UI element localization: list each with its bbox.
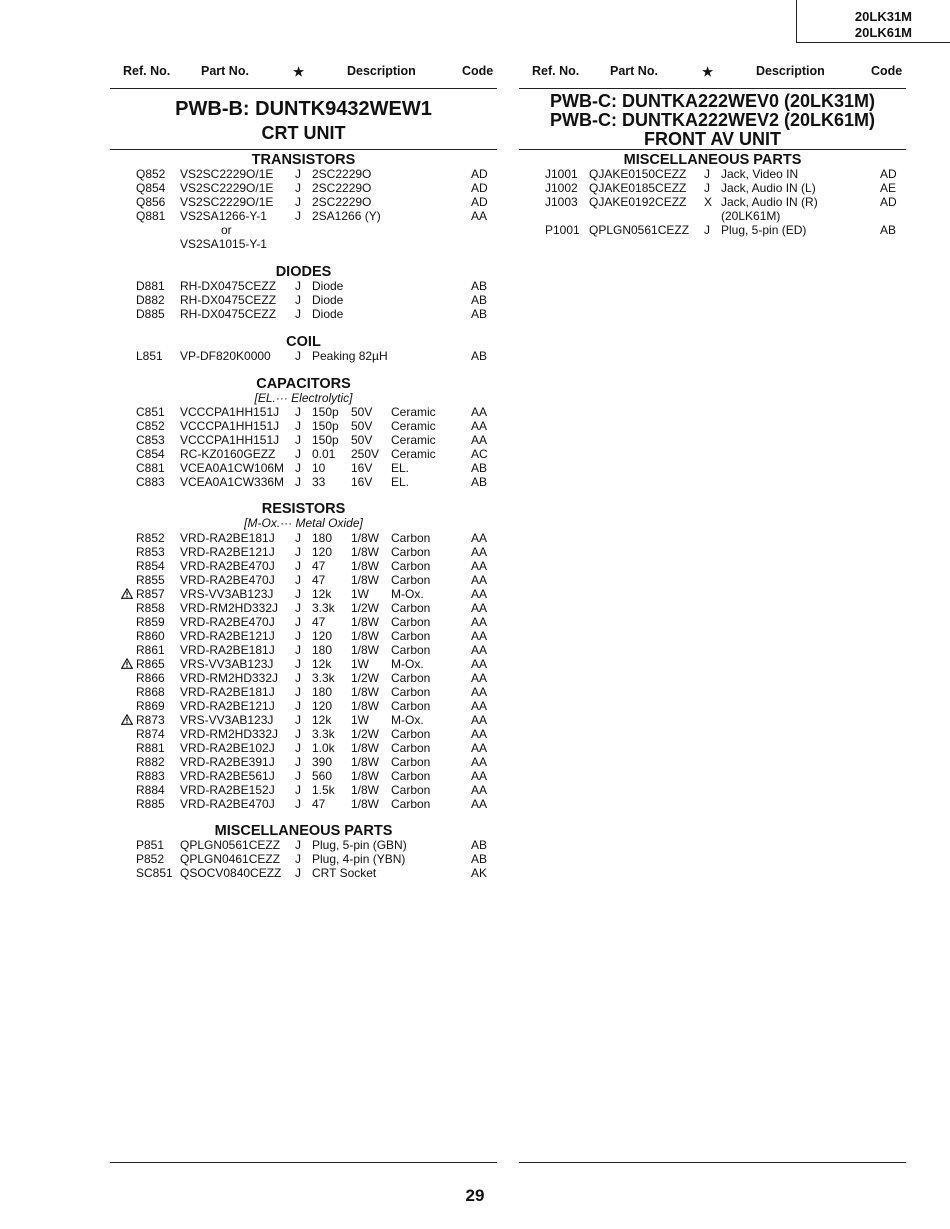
ref-no: J1001	[545, 167, 578, 181]
divider	[110, 149, 497, 150]
value: 390	[312, 755, 333, 769]
ref-no: C853	[136, 433, 165, 447]
col-code: Code	[462, 64, 494, 78]
type: Carbon	[391, 643, 431, 657]
type: Carbon	[391, 797, 431, 811]
description: CRT Socket	[312, 866, 377, 880]
part-no: VCCCPA1HH151J	[180, 405, 280, 419]
code: AB	[471, 307, 488, 321]
value: 560	[312, 769, 333, 783]
value: 0.01	[312, 447, 336, 461]
model-label: 20LK61M	[854, 25, 912, 40]
mark: J	[295, 307, 301, 321]
ref-no: R855	[136, 573, 165, 587]
mark: J	[295, 671, 301, 685]
ref-no: P1001	[545, 223, 580, 237]
value: 120	[312, 629, 333, 643]
type: M-Ox.	[391, 713, 424, 727]
rating: 16V	[351, 475, 373, 489]
code: AA	[471, 643, 488, 657]
mark: J	[295, 195, 301, 209]
description: Diode	[312, 307, 344, 321]
code: AB	[471, 852, 488, 866]
mark: J	[295, 573, 301, 587]
ref-no: R873	[136, 713, 165, 727]
mark: J	[295, 559, 301, 573]
abbreviation-note: [M-Ox.··· Metal Oxide]	[244, 516, 363, 530]
code: AA	[471, 601, 488, 615]
mark: J	[295, 629, 301, 643]
col-star: ★	[702, 65, 714, 79]
code: AA	[471, 405, 488, 419]
ref-no: R874	[136, 727, 165, 741]
value: 150p	[312, 405, 339, 419]
part-no: VS2SA1015-Y-1	[180, 237, 267, 251]
code: AA	[471, 615, 488, 629]
mark: J	[295, 685, 301, 699]
description: Jack, Video IN	[721, 167, 799, 181]
or-text: or	[221, 223, 232, 237]
type: Ceramic	[391, 419, 436, 433]
part-no: RH-DX0475CEZZ	[180, 279, 277, 293]
type: Carbon	[391, 741, 431, 755]
rating: 1/8W	[351, 643, 380, 657]
mark: J	[295, 349, 301, 363]
type: EL.	[391, 475, 410, 489]
type: Ceramic	[391, 433, 436, 447]
rating: 1/8W	[351, 615, 380, 629]
value: 3.3k	[312, 601, 335, 615]
rating: 250V	[351, 447, 380, 461]
value: 180	[312, 531, 333, 545]
description: Plug, 5-pin (ED)	[721, 223, 807, 237]
section-heading-resistors: RESISTORS	[261, 501, 346, 517]
safety-warning-icon	[121, 588, 133, 599]
code: AA	[471, 545, 488, 559]
part-no: QPLGN0461CEZZ	[180, 852, 281, 866]
type: Carbon	[391, 573, 431, 587]
code: AD	[880, 167, 897, 181]
part-no: VRD-RA2BE121J	[180, 699, 275, 713]
code: AB	[880, 223, 897, 237]
mark: J	[295, 713, 301, 727]
ref-no: D885	[136, 307, 165, 321]
description: Peaking 82µH	[312, 349, 388, 363]
description: (20LK61M)	[721, 209, 781, 223]
part-no: VRD-RA2BE152J	[180, 783, 275, 797]
part-no: VRD-RA2BE181J	[180, 685, 275, 699]
ref-no: P851	[136, 838, 165, 852]
part-no: VRD-RA2BE470J	[180, 559, 275, 573]
code: AB	[471, 838, 488, 852]
mark: J	[295, 797, 301, 811]
mark: J	[295, 419, 301, 433]
part-no: VRD-RA2BE181J	[180, 643, 275, 657]
mark: J	[295, 755, 301, 769]
rating: 1/2W	[351, 601, 380, 615]
code: AA	[471, 433, 488, 447]
part-no: VRD-RA2BE121J	[180, 629, 275, 643]
code: AA	[471, 699, 488, 713]
ref-no: R853	[136, 545, 165, 559]
type: Carbon	[391, 545, 431, 559]
value: 1.0k	[312, 741, 335, 755]
code: AA	[471, 783, 488, 797]
rating: 1/8W	[351, 755, 380, 769]
mark: J	[295, 279, 301, 293]
value: 150p	[312, 419, 339, 433]
code: AA	[471, 713, 488, 727]
value: 1.5k	[312, 783, 335, 797]
ref-no: R866	[136, 671, 165, 685]
part-no: QJAKE0150CEZZ	[589, 167, 687, 181]
code: AA	[471, 573, 488, 587]
code: AK	[471, 866, 488, 880]
divider	[519, 1162, 906, 1163]
code: AA	[471, 727, 488, 741]
code: AA	[471, 797, 488, 811]
safety-warning-icon	[121, 658, 133, 669]
mark: X	[704, 195, 713, 209]
mark: J	[295, 699, 301, 713]
ref-no: Q881	[136, 209, 166, 223]
mark: J	[295, 447, 301, 461]
part-no: VS2SC2229O/1E	[180, 167, 274, 181]
part-no: VCCCPA1HH151J	[180, 433, 280, 447]
ref-no: C852	[136, 419, 165, 433]
part-no: VRD-RA2BE470J	[180, 797, 275, 811]
board-title: PWB-C: DUNTKA222WEV0 (20LK31M)	[549, 91, 876, 111]
ref-no: R868	[136, 685, 165, 699]
rating: 1W	[351, 587, 369, 601]
part-no: VRD-RA2BE121J	[180, 545, 275, 559]
rating: 1/8W	[351, 783, 380, 797]
ref-no: R854	[136, 559, 165, 573]
rating: 1/2W	[351, 727, 380, 741]
mark: J	[295, 601, 301, 615]
part-no: VRS-VV3AB123J	[180, 657, 274, 671]
mark: J	[704, 223, 710, 237]
description: 2SC2229O	[312, 181, 372, 195]
ref-no: D881	[136, 279, 165, 293]
rating: 1/8W	[351, 629, 380, 643]
section-heading-transistors: TRANSISTORS	[251, 152, 356, 168]
code: AB	[471, 475, 488, 489]
ref-no: J1003	[545, 195, 578, 209]
mark: J	[295, 167, 301, 181]
rating: 1W	[351, 657, 369, 671]
divider	[519, 88, 906, 89]
value: 3.3k	[312, 671, 335, 685]
ref-no: R857	[136, 587, 165, 601]
code: AA	[471, 755, 488, 769]
section-heading-diodes: DIODES	[275, 264, 332, 280]
value: 150p	[312, 433, 339, 447]
part-no: RH-DX0475CEZZ	[180, 293, 277, 307]
part-no: VRD-RA2BE102J	[180, 741, 275, 755]
board-subtitle: FRONT AV UNIT	[644, 129, 781, 149]
ref-no: Q852	[136, 167, 166, 181]
code: AA	[471, 419, 488, 433]
rating: 1/8W	[351, 685, 380, 699]
ref-no: C883	[136, 475, 165, 489]
divider	[110, 88, 497, 89]
type: Carbon	[391, 629, 431, 643]
mark: J	[295, 643, 301, 657]
ref-no: P852	[136, 852, 165, 866]
col-ref: Ref. No.	[123, 64, 171, 78]
type: M-Ox.	[391, 657, 424, 671]
code: AB	[471, 279, 488, 293]
type: Carbon	[391, 559, 431, 573]
type: M-Ox.	[391, 587, 424, 601]
mark: J	[295, 657, 301, 671]
mark: J	[295, 783, 301, 797]
part-no: VS2SA1266-Y-1	[180, 209, 267, 223]
ref-no: R865	[136, 657, 165, 671]
type: Ceramic	[391, 405, 436, 419]
mark: J	[295, 531, 301, 545]
part-no: VRD-RA2BE470J	[180, 573, 275, 587]
value: 120	[312, 545, 333, 559]
ref-no: R883	[136, 769, 165, 783]
code: AD	[471, 181, 488, 195]
mark: J	[295, 727, 301, 741]
part-no: QJAKE0192CEZZ	[589, 195, 687, 209]
ref-no: Q856	[136, 195, 166, 209]
ref-no: C881	[136, 461, 165, 475]
mark: J	[295, 838, 301, 852]
value: 10	[312, 461, 326, 475]
abbreviation-note: [EL.··· Electrolytic]	[254, 391, 353, 405]
ref-no: R884	[136, 783, 165, 797]
mark: J	[704, 181, 710, 195]
ref-no: D882	[136, 293, 165, 307]
mark: J	[295, 405, 301, 419]
rating: 1/8W	[351, 531, 380, 545]
code: AA	[471, 741, 488, 755]
code: AA	[471, 559, 488, 573]
value: 12k	[312, 657, 332, 671]
description: Jack, Audio IN (R)	[721, 195, 818, 209]
description: Diode	[312, 293, 344, 307]
model-box	[796, 0, 950, 43]
part-no: VS2SC2229O/1E	[180, 195, 274, 209]
value: 33	[312, 475, 326, 489]
part-no: VP-DF820K0000	[180, 349, 271, 363]
part-no: QPLGN0561CEZZ	[180, 838, 281, 852]
rating: 1/8W	[351, 797, 380, 811]
ref-no: R882	[136, 755, 165, 769]
value: 47	[312, 797, 326, 811]
code: AA	[471, 629, 488, 643]
ref-no: R859	[136, 615, 165, 629]
rating: 1/2W	[351, 671, 380, 685]
ref-no: R881	[136, 741, 165, 755]
ref-no: R885	[136, 797, 165, 811]
model-label: 20LK31M	[854, 9, 912, 24]
mark: J	[295, 587, 301, 601]
mark: J	[295, 545, 301, 559]
rating: 1/8W	[351, 545, 380, 559]
page-number: 29	[465, 1186, 485, 1205]
part-no: VRD-RA2BE391J	[180, 755, 275, 769]
ref-no: SC851	[136, 866, 173, 880]
part-no: VRD-RA2BE181J	[180, 531, 275, 545]
code: AE	[880, 181, 897, 195]
value: 180	[312, 685, 333, 699]
mark: J	[295, 461, 301, 475]
section-heading-misc: MISCELLANEOUS PARTS	[623, 152, 802, 168]
type: Ceramic	[391, 447, 436, 461]
rating: 50V	[351, 433, 373, 447]
col-star: ★	[293, 65, 305, 79]
part-no: VCEA0A1CW336M	[180, 475, 285, 489]
col-part: Part No.	[201, 64, 249, 78]
ref-no: R858	[136, 601, 165, 615]
part-no: VRD-RA2BE561J	[180, 769, 275, 783]
board-title: PWB-C: DUNTKA222WEV2 (20LK61M)	[549, 110, 876, 130]
section-heading-coil: COIL	[286, 334, 321, 350]
value: 3.3k	[312, 727, 335, 741]
mark: J	[295, 866, 301, 880]
description: 2SA1266 (Y)	[312, 209, 381, 223]
col-ref: Ref. No.	[532, 64, 580, 78]
mark: J	[704, 167, 710, 181]
code: AA	[471, 657, 488, 671]
type: Carbon	[391, 615, 431, 629]
rating: 1/8W	[351, 573, 380, 587]
code: AA	[471, 531, 488, 545]
ref-no: L851	[136, 349, 163, 363]
type: Carbon	[391, 699, 431, 713]
code: AD	[471, 195, 488, 209]
part-no: QSOCV0840CEZZ	[180, 866, 282, 880]
value: 12k	[312, 587, 332, 601]
part-no: RC-KZ0160GEZZ	[180, 447, 276, 461]
mark: J	[295, 181, 301, 195]
section-heading-capacitors: CAPACITORS	[256, 376, 351, 392]
type: Carbon	[391, 769, 431, 783]
mark: J	[295, 433, 301, 447]
mark: J	[295, 741, 301, 755]
ref-no: Q854	[136, 181, 166, 195]
value: 180	[312, 643, 333, 657]
rating: 1/8W	[351, 769, 380, 783]
ref-no: R861	[136, 643, 165, 657]
rating: 50V	[351, 405, 373, 419]
col-part: Part No.	[610, 64, 658, 78]
part-no: VRD-RM2HD332J	[180, 601, 279, 615]
board-title: PWB-B: DUNTK9432WEW1	[175, 98, 432, 120]
mark: J	[295, 293, 301, 307]
mark: J	[295, 615, 301, 629]
description: 2SC2229O	[312, 167, 372, 181]
code: AB	[471, 293, 488, 307]
part-no: VRS-VV3AB123J	[180, 713, 274, 727]
rating: 1/8W	[351, 699, 380, 713]
type: Carbon	[391, 531, 431, 545]
rating: 16V	[351, 461, 373, 475]
type: Carbon	[391, 727, 431, 741]
part-no: VRD-RA2BE470J	[180, 615, 275, 629]
code: AA	[471, 587, 488, 601]
safety-warning-icon	[121, 714, 133, 725]
section-heading-misc: MISCELLANEOUS PARTS	[214, 823, 393, 839]
rating: 1W	[351, 713, 369, 727]
mark: J	[295, 209, 301, 223]
ref-no: J1002	[545, 181, 578, 195]
mark: J	[295, 852, 301, 866]
value: 12k	[312, 713, 332, 727]
mark: J	[295, 769, 301, 783]
description: Plug, 5-pin (GBN)	[312, 838, 407, 852]
ref-no: R869	[136, 699, 165, 713]
code: AB	[471, 349, 488, 363]
mark: J	[295, 475, 301, 489]
part-no: RH-DX0475CEZZ	[180, 307, 277, 321]
description: Jack, Audio IN (L)	[721, 181, 816, 195]
description: Diode	[312, 279, 344, 293]
value: 120	[312, 699, 333, 713]
type: Carbon	[391, 685, 431, 699]
part-no: VRD-RM2HD332J	[180, 727, 279, 741]
part-no: VCEA0A1CW106M	[180, 461, 285, 475]
part-no: VRS-VV3AB123J	[180, 587, 274, 601]
code: AB	[471, 461, 488, 475]
type: Carbon	[391, 671, 431, 685]
code: AA	[471, 671, 488, 685]
divider	[110, 1162, 497, 1163]
ref-no: R852	[136, 531, 165, 545]
code: AD	[880, 195, 897, 209]
code: AA	[471, 209, 488, 223]
type: Carbon	[391, 601, 431, 615]
code: AD	[471, 167, 488, 181]
code: AA	[471, 685, 488, 699]
part-no: VS2SC2229O/1E	[180, 181, 274, 195]
description: Plug, 4-pin (YBN)	[312, 852, 406, 866]
col-desc: Description	[347, 64, 416, 78]
code: AC	[471, 447, 488, 461]
type: Carbon	[391, 783, 431, 797]
type: Carbon	[391, 755, 431, 769]
ref-no: C854	[136, 447, 165, 461]
value: 47	[312, 573, 326, 587]
col-desc: Description	[756, 64, 825, 78]
value: 47	[312, 559, 326, 573]
divider	[519, 149, 906, 150]
rating: 1/8W	[351, 559, 380, 573]
value: 47	[312, 615, 326, 629]
ref-no: R860	[136, 629, 165, 643]
description: 2SC2229O	[312, 195, 372, 209]
rating: 1/8W	[351, 741, 380, 755]
part-no: VCCCPA1HH151J	[180, 419, 280, 433]
col-code: Code	[871, 64, 903, 78]
board-subtitle: CRT UNIT	[261, 123, 346, 143]
part-no: VRD-RM2HD332J	[180, 671, 279, 685]
ref-no: C851	[136, 405, 165, 419]
part-no: QPLGN0561CEZZ	[589, 223, 690, 237]
code: AA	[471, 769, 488, 783]
rating: 50V	[351, 419, 373, 433]
part-no: QJAKE0185CEZZ	[589, 181, 687, 195]
type: EL.	[391, 461, 410, 475]
